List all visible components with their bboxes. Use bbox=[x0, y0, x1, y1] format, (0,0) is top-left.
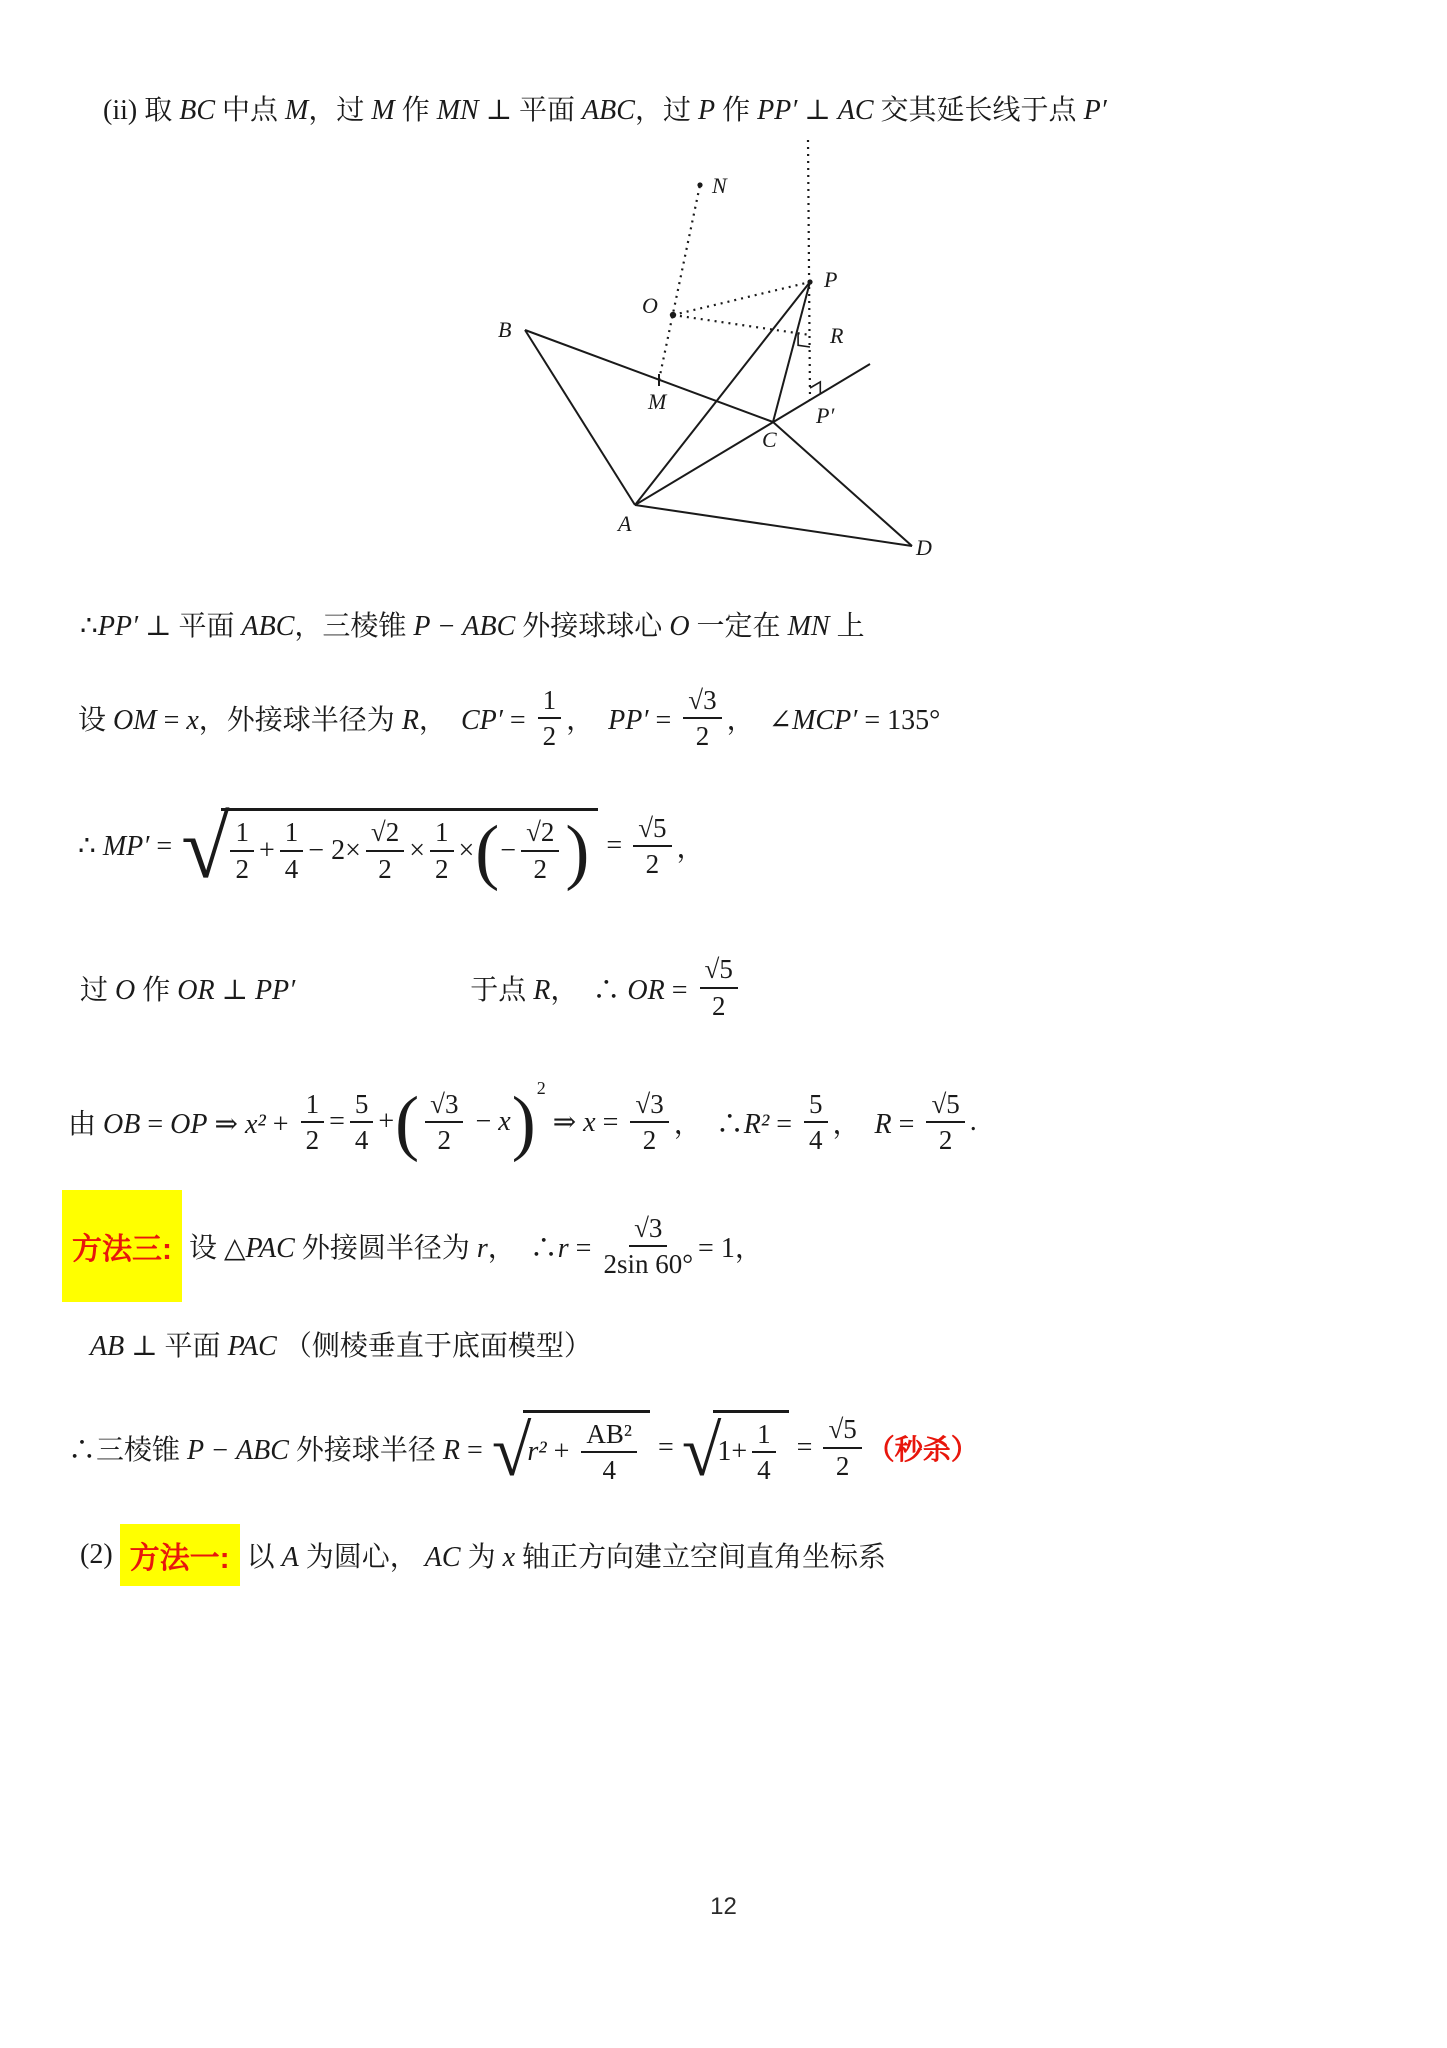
denominator: 2 bbox=[305, 1125, 320, 1155]
equals-sign: = bbox=[329, 1106, 345, 1137]
page-number: 12 bbox=[710, 1893, 737, 1920]
numerator: 1 bbox=[430, 817, 454, 851]
equals-sign: = bbox=[796, 1431, 813, 1463]
setup-post-text: ， ∠MCP′ = 135° bbox=[726, 705, 941, 736]
final-radius-line bbox=[68, 1395, 979, 1500]
segment-MN-dotted bbox=[659, 185, 700, 380]
setup-mid-text: ， PP′ = bbox=[566, 705, 679, 736]
right-angle-at-R bbox=[798, 333, 810, 347]
denominator: 2 bbox=[533, 853, 547, 884]
segment-PPprime-dotted bbox=[808, 140, 810, 400]
edge-AD bbox=[635, 505, 912, 546]
edge-AC-extended bbox=[635, 364, 870, 505]
denominator: 2 bbox=[645, 849, 660, 879]
numerator: √3 bbox=[425, 1089, 463, 1123]
item-number: (2) bbox=[80, 1539, 120, 1570]
fraction bbox=[630, 1089, 668, 1155]
fraction bbox=[425, 1089, 463, 1155]
exponent: 2 bbox=[536, 1077, 546, 1098]
sqrt-expression: √ 1+ $\frac{1}{4}$ bbox=[682, 1410, 789, 1485]
mpprime-pre-text: ∴ MP′ = bbox=[78, 831, 180, 862]
denominator: 2 bbox=[378, 853, 392, 884]
denominator: 2 bbox=[938, 1125, 953, 1155]
numerator: √5 bbox=[633, 813, 671, 847]
method-three-line bbox=[62, 1190, 763, 1302]
fraction-result bbox=[633, 813, 671, 879]
numerator: 1 bbox=[301, 1089, 325, 1123]
numerator: AB² bbox=[581, 1419, 637, 1453]
denominator: 4 bbox=[284, 853, 299, 884]
ob-op-equation-line: 由 OB = OP ⇒ x² + $\frac{1}{2}$ = $\frac{5}{4}$ + ( $\frac{√3}{2}$ − x ) 2 ⇒ x = $\frac{√3}{2}$ ， ∴R² = $\frac{5}{4}$ ， R = $\frac{√5}{2}$ . bbox=[68, 1077, 977, 1163]
sqrt-expression: √ $\frac{1}{2}$ + $\frac{1}{4}$ − 2× $\frac{√2}{2}$ × $\frac{1}{2}$ × ( − $\frac{√2}{2}$ ) bbox=[181, 808, 598, 883]
method-three-text: 设 △PAC 外接圆半径为 r， ∴r = bbox=[182, 1233, 599, 1264]
equals-sign: = bbox=[658, 1431, 674, 1463]
fraction-cpprime bbox=[538, 685, 562, 751]
segment-OP-dotted bbox=[673, 282, 810, 315]
point-N bbox=[697, 182, 702, 187]
numerator: 5 bbox=[804, 1089, 828, 1123]
instant-kill-note: （秒杀） bbox=[866, 1433, 979, 1465]
denominator: 2 bbox=[711, 990, 726, 1021]
fraction bbox=[581, 1419, 637, 1485]
edge-BA bbox=[525, 330, 635, 505]
plus-sign: + bbox=[378, 1106, 395, 1137]
fraction bbox=[926, 1089, 964, 1155]
negative-sign: − bbox=[500, 834, 517, 866]
fraction bbox=[230, 817, 254, 883]
fraction bbox=[350, 1089, 374, 1155]
edge-CD bbox=[773, 422, 912, 546]
numerator: 5 bbox=[350, 1089, 374, 1123]
denominator: 2sin 60° bbox=[603, 1249, 694, 1279]
denominator: 4 bbox=[757, 1455, 771, 1485]
ab-perpendicular-line bbox=[90, 1322, 592, 1366]
ab-perp-text: AB ⊥ 平面 PAC （侧棱垂直于底面模型） bbox=[90, 1331, 592, 1362]
fraction bbox=[280, 817, 304, 883]
operator: × bbox=[458, 834, 475, 866]
radicand bbox=[523, 1410, 650, 1485]
or-mid-text: 于点 R， ∴ OR = bbox=[470, 974, 695, 1006]
fraction bbox=[752, 1419, 776, 1485]
point-label-P: P bbox=[824, 267, 838, 292]
fraction-or bbox=[700, 954, 738, 1020]
segment-OR-dotted bbox=[673, 315, 810, 335]
point-label-Pprime: P′ bbox=[816, 403, 835, 428]
numerator: √5 bbox=[700, 954, 738, 988]
numerator: √3 bbox=[629, 1213, 667, 1247]
denominator: 2 bbox=[235, 853, 249, 884]
numerator: √5 bbox=[823, 1414, 861, 1448]
numerator: 1 bbox=[752, 1419, 776, 1453]
point-P bbox=[807, 279, 812, 284]
sqrt-expression: √ r² + $\frac{\text{AB²}}{4}$ bbox=[492, 1410, 650, 1485]
fraction bbox=[366, 817, 404, 883]
numerator: √3 bbox=[683, 685, 721, 719]
setup-om-line bbox=[78, 668, 940, 768]
geometry-diagram bbox=[390, 135, 950, 585]
point-label-R: R bbox=[830, 323, 844, 348]
numerator: √2 bbox=[366, 817, 404, 851]
point-label-C: C bbox=[762, 427, 777, 452]
denominator: 4 bbox=[809, 1125, 823, 1155]
fraction-circumradius bbox=[603, 1213, 693, 1279]
fraction bbox=[804, 1089, 828, 1155]
numerator: 1 bbox=[538, 685, 562, 719]
radicand-pre: 1+ bbox=[717, 1436, 748, 1467]
operator: × bbox=[409, 834, 425, 866]
numerator: 1 bbox=[280, 817, 304, 851]
heading-line bbox=[103, 86, 1107, 130]
denominator: 4 bbox=[602, 1455, 616, 1485]
or-perpendicular-line bbox=[80, 935, 743, 1040]
point-label-A: A bbox=[618, 511, 632, 536]
method-three-badge: 方法三: bbox=[62, 1190, 182, 1302]
denominator: 2 bbox=[835, 1450, 850, 1481]
minus-x-text: − x bbox=[468, 1106, 511, 1137]
operator: + bbox=[258, 834, 275, 866]
obop-pre-text: 由 OB = OP ⇒ x² + bbox=[68, 1109, 296, 1140]
radicand-pre: r² + bbox=[527, 1436, 577, 1467]
obop-mid2-text: ， ∴R² = bbox=[673, 1109, 800, 1140]
operator: − 2× bbox=[308, 834, 361, 866]
fraction-ppprime bbox=[683, 685, 721, 751]
right-angle-at-Pprime bbox=[810, 382, 820, 394]
point-O bbox=[670, 312, 676, 318]
fraction bbox=[430, 817, 454, 883]
period: . bbox=[969, 1106, 977, 1137]
setup-pre-text: 设 OM = x，外接球半径为 R， CP′ = bbox=[78, 705, 533, 736]
fraction bbox=[521, 817, 559, 883]
denominator: 4 bbox=[354, 1125, 369, 1155]
conclusion-text: ∴PP′ ⊥ 平面 ABC，三棱锥 P − ABC 外接球球心 O 一定在 MN 上 bbox=[80, 611, 865, 642]
denominator: 2 bbox=[695, 721, 710, 751]
edge-PC bbox=[773, 282, 810, 422]
method-three-post-text: = 1， bbox=[698, 1233, 763, 1264]
method-one-text: 以 A 为圆心， AC 为 x 轴正方向建立空间直角坐标系 bbox=[239, 1542, 887, 1573]
point-label-O: O bbox=[642, 293, 658, 318]
obop-mid-text: ⇒ x = bbox=[545, 1107, 626, 1138]
or-pre-text: 过 O 作 OR ⊥ PP′ bbox=[80, 974, 296, 1006]
point-label-B: B bbox=[498, 317, 512, 342]
point-label-M: M bbox=[648, 389, 667, 414]
point-label-D: D bbox=[916, 535, 932, 560]
numerator: √2 bbox=[521, 817, 559, 851]
denominator: 2 bbox=[437, 1125, 452, 1155]
numerator: √3 bbox=[630, 1089, 668, 1123]
conclusion-sphere-center-line bbox=[80, 600, 865, 648]
denominator: 2 bbox=[642, 1125, 657, 1155]
obop-mid3-text: ， R = bbox=[832, 1109, 922, 1140]
final-pre-text: ∴三棱锥 P − ABC 外接球半径 R = bbox=[68, 1434, 490, 1466]
equals-sign: = bbox=[606, 830, 623, 861]
mpprime-formula-line bbox=[78, 790, 705, 902]
fraction bbox=[301, 1089, 325, 1155]
heading-text: (ii) 取 BC 中点 M，过 M 作 MN ⊥ 平面 ABC，过 P 作 PP′ ⊥ AC 交其延长线于点 P′ bbox=[103, 95, 1107, 126]
numerator: √5 bbox=[926, 1089, 964, 1123]
point-label-N: N bbox=[712, 173, 727, 198]
comma: ， bbox=[676, 833, 705, 864]
radicand bbox=[713, 1410, 788, 1485]
denominator: 2 bbox=[435, 853, 449, 884]
fraction-result bbox=[823, 1414, 861, 1480]
denominator: 2 bbox=[542, 721, 557, 751]
numerator: 1 bbox=[230, 817, 254, 851]
method-one-badge: 方法一: bbox=[120, 1524, 240, 1586]
radicand: $\frac{1}{2}$ + $\frac{1}{4}$ − 2× $\frac{√2}{2}$ × $\frac{1}{2}$ × ( − $\frac{√2}{2}$ ) bbox=[221, 808, 598, 883]
part-two-method-one-line bbox=[80, 1524, 886, 1586]
